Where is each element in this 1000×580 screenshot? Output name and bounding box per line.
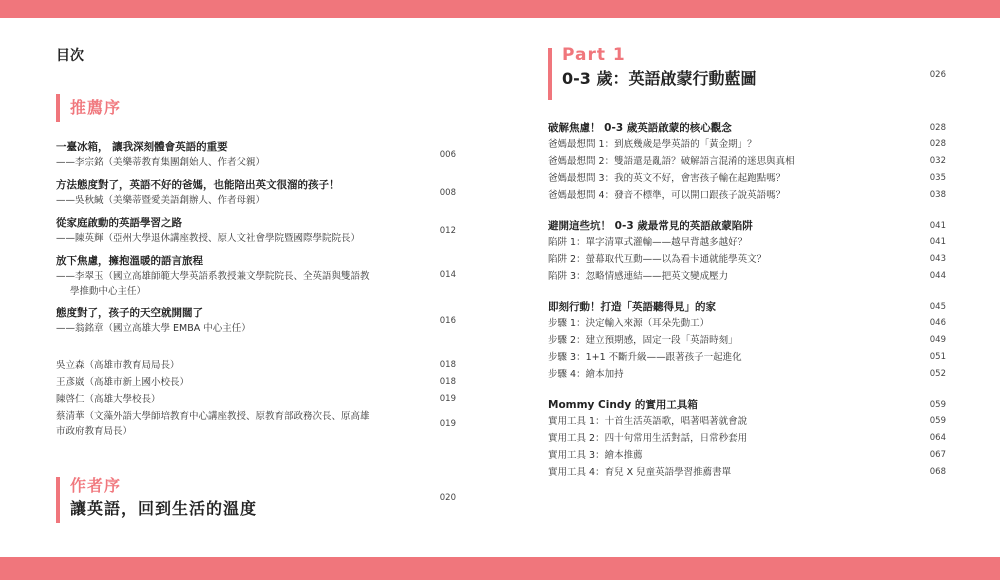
section-item[interactable]: [548, 153, 946, 170]
entry-author: ——陳英輝（亞州大學退休講座教授、原人文社會學院暨國際學院院長）: [56, 233, 361, 244]
section-item[interactable]: [548, 234, 946, 251]
section-text: 實用工具 3：繪本推薦: [548, 450, 643, 461]
page-number: 012: [439, 226, 456, 236]
part-title: 0-3 歲：英語啟蒙行動藍圖: [562, 69, 757, 88]
page-number: 044: [929, 271, 946, 281]
page-number: 043: [929, 254, 946, 264]
part-heading[interactable]: [548, 44, 946, 100]
page-number: 006: [439, 150, 456, 160]
section-text: 步驟 2：建立預期感，固定一段「英語時刻」: [548, 335, 738, 346]
section-item[interactable]: [548, 315, 946, 332]
accent-bar: [56, 94, 60, 122]
foreword-heading: [56, 94, 456, 122]
section-item[interactable]: [548, 430, 946, 447]
author-preface-label: 作者序: [70, 476, 122, 495]
section-text: 步驟 3：1+1 不斷升級——跟著孩子一起進化: [548, 352, 742, 363]
endorser-item[interactable]: [56, 392, 456, 409]
toc-entry[interactable]: [56, 178, 456, 216]
toc-title: 目次: [56, 48, 84, 64]
chapter-title[interactable]: [548, 397, 946, 413]
section-text: 步驟 1：決定輸入來源（耳朵先動工）: [548, 318, 710, 329]
section-item[interactable]: [548, 349, 946, 366]
chapter-title-text: 即刻行動！打造「英語聽得見」的家: [548, 301, 716, 313]
page-number: 028: [929, 139, 946, 149]
section-item[interactable]: [548, 187, 946, 204]
page-number: 041: [929, 221, 946, 231]
page-number: 016: [439, 316, 456, 326]
section-text: 實用工具 4：育兒 X 兒童英語學習推薦書單: [548, 467, 732, 478]
page-number: 032: [929, 156, 946, 166]
entry-title: 方法態度對了，英語不好的爸媽，也能陪出英文很溜的孩子！: [56, 179, 340, 191]
section-text: 爸媽最想問 3：我的英文不好，會害孩子輸在起跑點嗎？: [548, 173, 786, 184]
chapter-group: [548, 120, 946, 204]
entry-title: 一臺冰箱， 讓我深刻體會英語的重要: [56, 141, 228, 153]
section-text: 步驟 4：繪本加持: [548, 369, 624, 380]
page-number: 059: [929, 400, 946, 410]
section-text: 陷阱 2：螢幕取代互動——以為看卡通就能學英文？: [548, 254, 767, 265]
section-item[interactable]: [548, 413, 946, 430]
page-number: 059: [929, 416, 946, 426]
section-item[interactable]: [548, 447, 946, 464]
entry-title: 態度對了，孩子的天空就開闊了: [56, 307, 203, 319]
entry-title: 放下焦慮，擁抱溫暖的語言旅程: [56, 255, 203, 267]
endorser-text: 蔡清華（文藻外語大學師培教育中心講座教授、原教育部政務次長、原高雄: [56, 411, 370, 422]
part-label: Part 1: [562, 45, 626, 65]
toc-entry[interactable]: [56, 140, 456, 178]
entry-author: ——李翠玉（國立高雄師範大學英語系教授兼文學院院長、全英語與雙語教: [56, 271, 370, 282]
page-number: 064: [929, 433, 946, 443]
page-number: 035: [929, 173, 946, 183]
page-number: 045: [929, 302, 946, 312]
author-preface-heading[interactable]: [56, 475, 456, 523]
chapter-group: [548, 397, 946, 481]
page-number: 067: [929, 450, 946, 460]
section-text: 實用工具 2：四十句常用生活對話，日常秒套用: [548, 433, 748, 444]
page-number: 026: [929, 70, 946, 80]
endorser-text: 吳立森（高雄市教育局局長）: [56, 360, 180, 371]
right-page: [548, 44, 946, 481]
endorser-text-cont: 市政府教育局長）: [56, 426, 133, 437]
page-number: 014: [439, 270, 456, 280]
author-preface-title: 讓英語，回到生活的溫度: [70, 499, 258, 518]
foreword-list: [56, 140, 456, 344]
section-text: 陷阱 3：忽略情感連結——把英文變成壓力: [548, 271, 729, 282]
chapter-group: [548, 299, 946, 383]
left-page: [56, 44, 456, 523]
section-item[interactable]: [548, 464, 946, 481]
page-number: 019: [439, 419, 456, 429]
chapter-title-text: 避開這些坑！ 0-3 歲最常見的英語啟蒙陷阱: [548, 220, 753, 232]
section-item[interactable]: [548, 251, 946, 268]
toc-entry[interactable]: [56, 254, 456, 306]
entry-author: ——李宗銘（美樂蒂教育集團創始人、作者父親）: [56, 157, 266, 168]
top-band: [0, 0, 1000, 18]
chapter-title[interactable]: [548, 120, 946, 136]
page-number: 020: [439, 493, 456, 503]
endorser-item[interactable]: [56, 409, 456, 441]
page-number: 038: [929, 190, 946, 200]
page-number: 051: [929, 352, 946, 362]
endorser-text: 王彥崴（高雄市新上國小校長）: [56, 377, 190, 388]
section-item[interactable]: [548, 268, 946, 285]
section-text: 爸媽最想問 1：到底幾歲是學英語的「黃金期」？: [548, 139, 757, 150]
accent-bar: [548, 48, 552, 100]
endorser-text: 陳啓仁（高雄大學校長）: [56, 394, 161, 405]
entry-title: 從家庭啟動的英語學習之路: [56, 217, 182, 229]
section-item[interactable]: [548, 332, 946, 349]
entry-author: ——吳秋緘（美樂蒂暨愛美語創辦人、作者母親）: [56, 195, 266, 206]
section-text: 爸媽最想問 4：發音不標準，可以開口跟孩子說英語嗎？: [548, 190, 786, 201]
page-number: 028: [929, 123, 946, 133]
page-number: 052: [929, 369, 946, 379]
toc-entry[interactable]: [56, 306, 456, 344]
toc-entry[interactable]: [56, 216, 456, 254]
section-text: 爸媽最想問 2：雙語還是亂語？破解語言混淆的迷思與真相: [548, 156, 795, 167]
chapter-title-text: Mommy Cindy 的實用工具箱: [548, 399, 698, 411]
page-number: 018: [439, 377, 456, 387]
chapter-title[interactable]: [548, 299, 946, 315]
endorser-item[interactable]: [56, 358, 456, 375]
page-number: 018: [439, 360, 456, 370]
endorser-item[interactable]: [56, 375, 456, 392]
page-number: 008: [439, 188, 456, 198]
chapter-title-text: 破解焦慮！ 0-3 歲英語啟蒙的核心觀念: [548, 122, 732, 134]
section-item[interactable]: [548, 170, 946, 187]
section-text: 陷阱 1：單字清單式灌輸——越早背越多越好？: [548, 237, 748, 248]
accent-bar: [56, 477, 60, 523]
page-number: 068: [929, 467, 946, 477]
endorsement-list: [56, 358, 456, 441]
chapter-title[interactable]: [548, 218, 946, 234]
page-number: 049: [929, 335, 946, 345]
chapter-group: [548, 218, 946, 285]
page-number: 019: [439, 394, 456, 404]
page-number: 041: [929, 237, 946, 247]
page-number: 046: [929, 318, 946, 328]
section-item[interactable]: [548, 136, 946, 153]
bottom-band: [0, 557, 1000, 580]
section-item[interactable]: [548, 366, 946, 383]
section-text: 實用工具 1：十首生活英語歌，唱著唱著就會說: [548, 416, 748, 427]
entry-author-cont: 學推動中心主任）: [70, 286, 147, 297]
entry-author: ——翁銘章（國立高雄大學 EMBA 中心主任）: [56, 323, 251, 334]
foreword-label: 推薦序: [70, 98, 122, 117]
